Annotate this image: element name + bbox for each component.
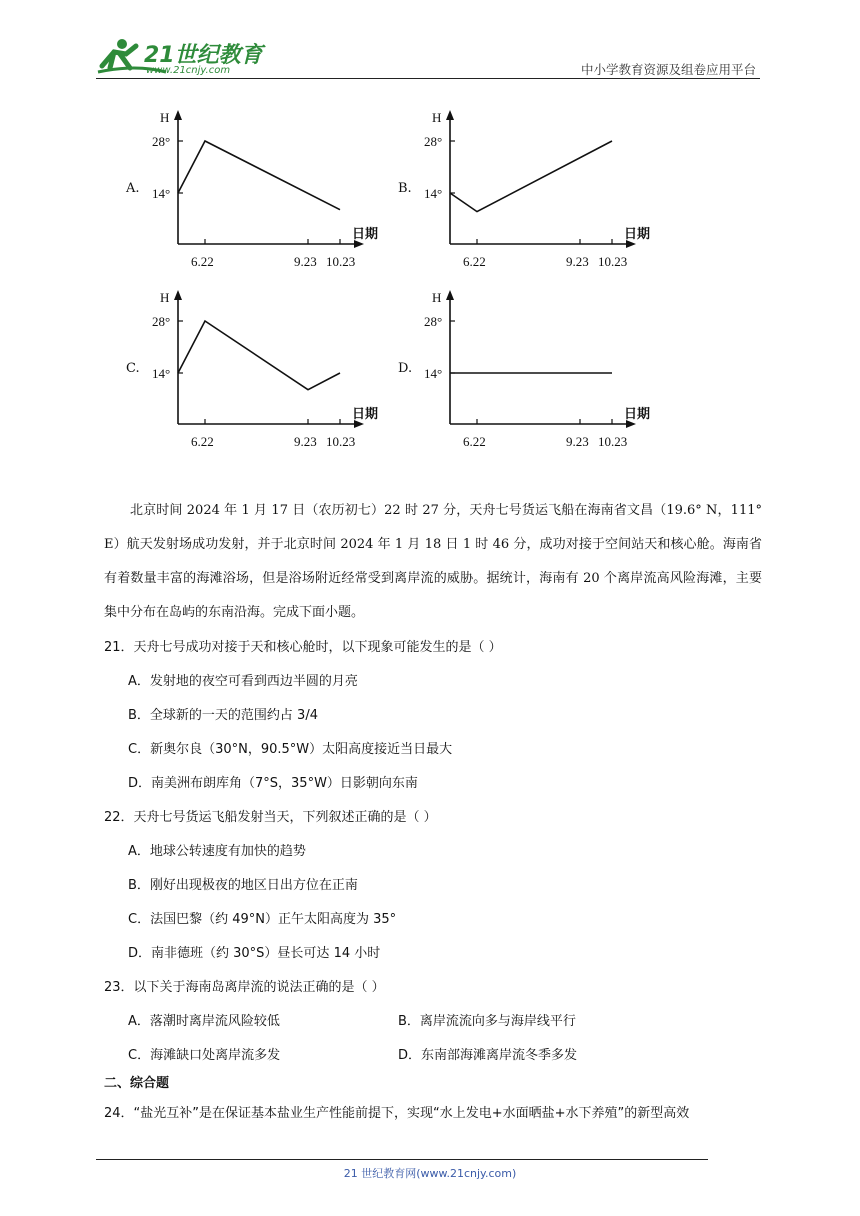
x-axis-label: 日期 xyxy=(352,407,379,422)
chart-option-a xyxy=(124,104,384,279)
question-21-option-b: B．全球新的一天的范围约占 3/4 xyxy=(128,708,318,723)
question-23-stem: 23．以下关于海南岛离岸流的说法正确的是（ ） xyxy=(104,980,385,995)
y-tick-label: 14° xyxy=(424,186,443,201)
question-22-stem: 22．天舟七号货运飞船发射当天，下列叙述正确的是（ ） xyxy=(104,810,437,825)
chart-option-b xyxy=(396,104,656,279)
question-23-option-b: B．离岸流流向多与海岸线平行 xyxy=(398,1014,576,1029)
question-22-option-a: A．地球公转速度有加快的趋势 xyxy=(128,844,306,859)
y-tick-label: 28° xyxy=(152,314,171,329)
y-tick-label: 14° xyxy=(152,186,171,201)
question-21-option-d: D．南美洲布朗库角（7°S，35°W）日影朝向东南 xyxy=(128,776,418,791)
section-title: 二、综合题 xyxy=(104,1076,170,1091)
y-tick-label: 14° xyxy=(424,366,443,381)
site-logo xyxy=(96,36,266,78)
y-axis-label: H xyxy=(160,110,170,125)
chart-option-c xyxy=(124,284,384,459)
y-tick-label: 14° xyxy=(152,366,171,381)
series-line xyxy=(178,141,340,210)
logo-url: www.21cnjy.com xyxy=(146,65,231,76)
x-tick-label: 6.22 xyxy=(191,434,214,449)
footer-divider xyxy=(96,1159,708,1160)
x-tick-label: 10.23 xyxy=(598,434,628,449)
question-22-option-b: B．刚好出现极夜的地区日出方位在正南 xyxy=(128,878,358,893)
logo-text: 21世纪教育 xyxy=(144,43,263,68)
y-axis-label: H xyxy=(160,290,170,305)
question-23-option-a: A．落潮时离岸流风险较低 xyxy=(128,1014,280,1029)
series-line xyxy=(450,141,612,212)
y-axis-arrow-icon xyxy=(174,110,182,120)
x-tick-label: 9.23 xyxy=(566,254,589,269)
passage-text: 北京时间 2024 年 1 月 17 日（农历初七）22 时 27 分，天舟七号货运飞船在海南省文昌（19.6° N，111° E）航天发射场成功发射，并于北京时间 2024 年 1 月 18 日 1 时 46 分，成功对接于空间站天和核心舱。海南省有着数量丰富的海滩浴场，但是浴场附近经常受到离岸流的威胁。据统计，海南有 20 个离岸流高风险海滩，主要集中分布在岛屿的东南沿海。完成下面小题。 xyxy=(104,503,762,620)
x-tick-label: 6.22 xyxy=(191,254,214,269)
x-tick-label: 6.22 xyxy=(463,434,486,449)
y-axis-label: H xyxy=(432,290,442,305)
chart-option-letter: A. xyxy=(126,181,140,196)
y-axis-arrow-icon xyxy=(446,110,454,120)
y-tick-label: 28° xyxy=(424,314,443,329)
question-22-option-c: C．法国巴黎（约 49°N）正午太阳高度为 35° xyxy=(128,912,397,927)
x-tick-label: 9.23 xyxy=(294,254,317,269)
chart-svg xyxy=(396,284,656,459)
y-axis-label: H xyxy=(432,110,442,125)
chart-svg xyxy=(396,104,656,279)
chart-option-letter: C. xyxy=(126,361,140,376)
chart-option-letter: B. xyxy=(398,181,412,196)
question-23-option-d: D．东南部海滩离岸流冬季多发 xyxy=(398,1048,578,1063)
chart-svg xyxy=(124,104,384,279)
x-tick-label: 10.23 xyxy=(598,254,628,269)
question-22-option-d: D．南非德班（约 30°S）昼长可达 14 小时 xyxy=(128,946,381,961)
x-tick-label: 10.23 xyxy=(326,254,356,269)
x-tick-label: 9.23 xyxy=(294,434,317,449)
series-line xyxy=(178,321,340,390)
y-tick-label: 28° xyxy=(152,134,171,149)
x-axis-label: 日期 xyxy=(624,407,651,422)
x-tick-label: 10.23 xyxy=(326,434,356,449)
y-axis-arrow-icon xyxy=(446,290,454,300)
chart-option-letter: D. xyxy=(398,361,413,376)
x-tick-label: 6.22 xyxy=(463,254,486,269)
footer-text: 21 世纪教育网(www.21cnjy.com) xyxy=(343,1167,517,1180)
header-divider xyxy=(96,78,760,79)
question-23-option-c: C．海滩缺口处离岸流多发 xyxy=(128,1048,281,1063)
question-24-stem: 24．“盐光互补”是在保证基本盐业生产性能前提下，实现“水上发电+水面晒盐+水下养殖”的新型高效 xyxy=(104,1106,690,1121)
chart-option-d xyxy=(396,284,656,459)
x-axis-label: 日期 xyxy=(624,227,651,242)
question-21-option-c: C．新奥尔良（30°N，90.5°W）太阳高度接近当日最大 xyxy=(128,742,453,757)
x-axis-label: 日期 xyxy=(352,227,379,242)
question-21-option-a: A．发射地的夜空可看到西边半圆的月亮 xyxy=(128,674,358,689)
question-21-stem: 21．天舟七号成功对接于天和核心舱时，以下现象可能发生的是（ ） xyxy=(104,640,502,655)
chart-svg xyxy=(124,284,384,459)
y-axis-arrow-icon xyxy=(174,290,182,300)
x-tick-label: 9.23 xyxy=(566,434,589,449)
y-tick-label: 28° xyxy=(424,134,443,149)
header-platform-text: 中小学教育资源及组卷应用平台 xyxy=(580,62,756,77)
